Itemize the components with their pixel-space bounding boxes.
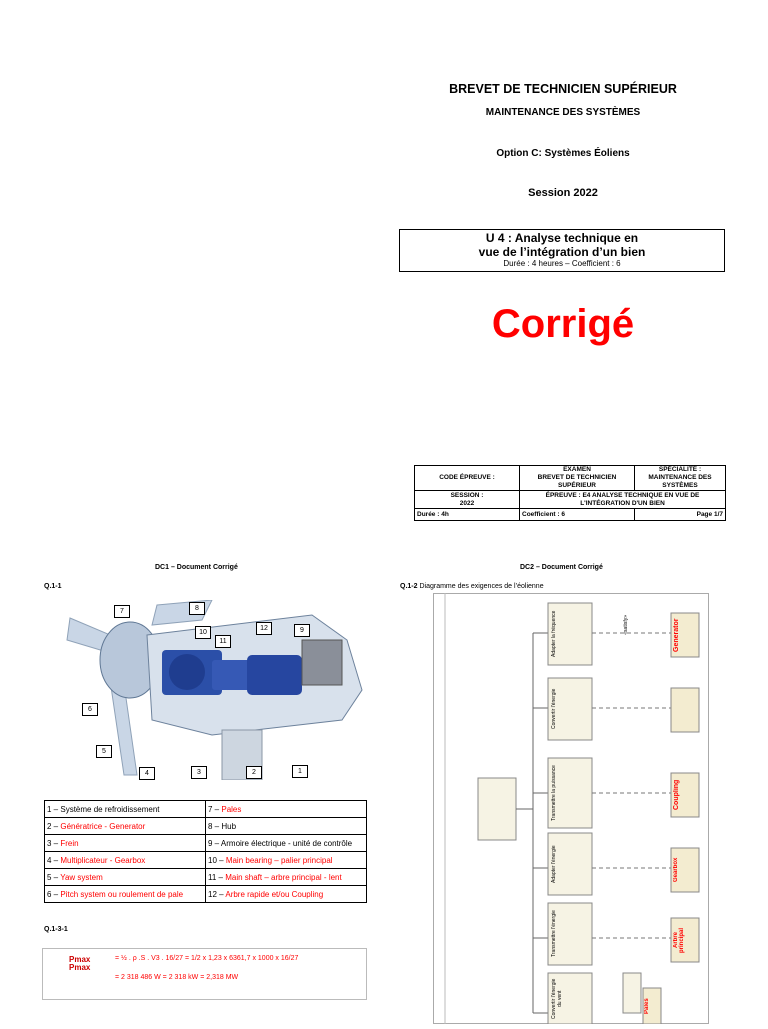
- req-convertir-vent: Convertir l'énergie du vent: [551, 978, 563, 1020]
- q1-2-number: Q.1-2: [400, 583, 418, 590]
- part-number: 12 –: [208, 889, 224, 899]
- callout-11: 11: [215, 635, 231, 648]
- part-cell-left: [45, 835, 206, 852]
- callout-10: 10: [195, 626, 211, 639]
- pmax-label: Pmax: [69, 955, 91, 964]
- part-label: Armoire électrique - unité de contrôle: [220, 838, 353, 848]
- part-label: Pales: [221, 804, 242, 814]
- session-cell: [415, 491, 520, 509]
- session-value: 2022: [459, 499, 475, 507]
- part-label: Main bearing – palier principal: [225, 855, 333, 865]
- session-text: Session 2022: [528, 187, 598, 199]
- examen-value: BREVET DE TECHNICIEN SUPÉRIEUR: [537, 474, 617, 489]
- pmax-formula: = ½ . ρ .S . V3 . 16/27 = 1/2 x 1,23 x 6361,7 x 1000 x 16/27: [115, 955, 299, 962]
- callout-4: 4: [139, 767, 155, 780]
- part-number: 8 –: [208, 821, 220, 831]
- part-number: 7 –: [208, 804, 220, 814]
- unit-line-2: vue de l’intégration d’un bien: [478, 245, 646, 259]
- coef-cell: Coefficient : 6: [520, 509, 635, 521]
- part-cell-right: [206, 852, 367, 869]
- part-cell-right: [206, 801, 367, 818]
- part-cell-right: [206, 835, 367, 852]
- part-label: Hub: [221, 821, 237, 831]
- epreuve-cell: ÉPREUVE : E4 ANALYSE TECHNIQUE EN VUE DE L'INTÉGRATION D'UN BIEN: [520, 491, 726, 509]
- requirements-diagram: [433, 593, 709, 1024]
- callout-8: 8: [189, 602, 205, 615]
- callout-2: 2: [246, 766, 262, 779]
- callout-1: 1: [292, 765, 308, 778]
- session-label: SESSION :: [450, 491, 484, 499]
- part-cell-left: [45, 869, 206, 886]
- satisfy-label: «satisfy»: [623, 615, 629, 635]
- part-label: Système de refroidissement: [60, 804, 160, 814]
- unit-line-1: U 4 : Analyse technique en: [485, 231, 639, 245]
- block-coupling: Coupling: [673, 779, 680, 811]
- block-arbre-principal: Arbre principal: [673, 927, 685, 953]
- callout-7: 7: [114, 605, 130, 618]
- part-number: 4 –: [47, 855, 59, 865]
- part-number: 11 –: [208, 872, 223, 882]
- pmax-result: = 2 318 486 W = 2 318 kW = 2,318 MW: [115, 974, 239, 981]
- callout-3: 3: [191, 766, 207, 779]
- examen-cell: [520, 466, 635, 491]
- dc2-title: DC2 – Document Corrigé: [520, 564, 603, 571]
- page-title: BREVET DE TECHNICIEN SUPÉRIEUR: [449, 82, 677, 96]
- part-number: 1 –: [47, 804, 59, 814]
- unit-line-3: Durée : 4 heures – Coefficient : 6: [503, 259, 621, 268]
- corrige-heading: Corrigé: [491, 302, 635, 346]
- examen-label: EXAMEN: [563, 466, 591, 473]
- part-label: Arbre rapide et/ou Coupling: [225, 889, 324, 899]
- pmax-label-2: Pmax: [69, 963, 91, 972]
- part-label: Main shaft – arbre principal - lent: [225, 872, 342, 882]
- callout-5: 5: [96, 745, 112, 758]
- part-number: 3 –: [47, 838, 59, 848]
- req-adapter-energie: Adapter l'énergie: [551, 845, 557, 883]
- specialite-value: MAINTENANCE DES SYSTÈMES: [648, 474, 712, 489]
- specialite-cell: [635, 466, 726, 491]
- q1-2-text: Diagramme des exigences de l’éolienne: [419, 583, 544, 590]
- block-pales: Pales: [644, 998, 650, 1014]
- part-label: Yaw system: [60, 872, 103, 882]
- parts-row: [45, 869, 367, 886]
- part-label: Pitch system ou roulement de pale: [60, 889, 184, 899]
- block-generator: Generator: [673, 618, 680, 652]
- unit-box: [399, 229, 725, 272]
- part-cell-left: [45, 801, 206, 818]
- parts-row: [45, 852, 367, 869]
- part-number: 6 –: [47, 889, 59, 899]
- parts-row: [45, 818, 367, 835]
- part-number: 5 –: [47, 872, 59, 882]
- part-cell-right: [206, 818, 367, 835]
- req-transmettre-energie: Transmettre l'énergie: [551, 910, 557, 958]
- exam-info-table: [414, 465, 726, 521]
- page-subtitle: MAINTENANCE DES SYSTÈMES: [485, 107, 641, 118]
- req-convertir-energie: Convertir l'énergie: [551, 688, 557, 730]
- q1-1-label: Q.1-1: [44, 583, 62, 590]
- callout-12: 12: [256, 622, 272, 635]
- part-cell-right: [206, 869, 367, 886]
- part-label: Génératrice - Generator: [60, 821, 146, 831]
- part-cell-right: [206, 886, 367, 903]
- part-cell-left: [45, 852, 206, 869]
- q1-2-label: [400, 583, 544, 590]
- parts-row: [45, 835, 367, 852]
- part-label: Multiplicateur - Gearbox: [60, 855, 146, 865]
- dc1-title: DC1 – Document Corrigé: [155, 564, 238, 571]
- duree-cell: Durée : 4h: [415, 509, 520, 521]
- part-number: 10 –: [208, 855, 224, 865]
- part-number: 9 –: [208, 838, 220, 848]
- req-adapter-frequence: Adapter la fréquence: [551, 610, 557, 658]
- part-cell-left: [45, 818, 206, 835]
- part-label: Frein: [60, 838, 79, 848]
- nacelle-figure: [62, 600, 367, 780]
- parts-table: [44, 800, 367, 903]
- q1-3-1-label: Q.1-3-1: [44, 926, 68, 933]
- pmax-box: [42, 948, 367, 1000]
- req-transmettre-puissance: Transmettre la puissance: [551, 765, 557, 821]
- parts-row: [45, 886, 367, 903]
- callout-9: 9: [294, 624, 310, 637]
- specialite-label: SPÉCIALITÉ :: [658, 466, 702, 473]
- option-text: Option C: Systèmes Éoliens: [496, 148, 630, 159]
- parts-row: [45, 801, 367, 818]
- callout-6: 6: [82, 703, 98, 716]
- page-cell: Page 1/7: [635, 509, 726, 521]
- part-number: 2 –: [47, 821, 59, 831]
- code-epreuve-cell: CODE ÉPREUVE :: [415, 466, 520, 491]
- part-cell-left: [45, 886, 206, 903]
- block-gearbox: Gearbox: [673, 857, 679, 883]
